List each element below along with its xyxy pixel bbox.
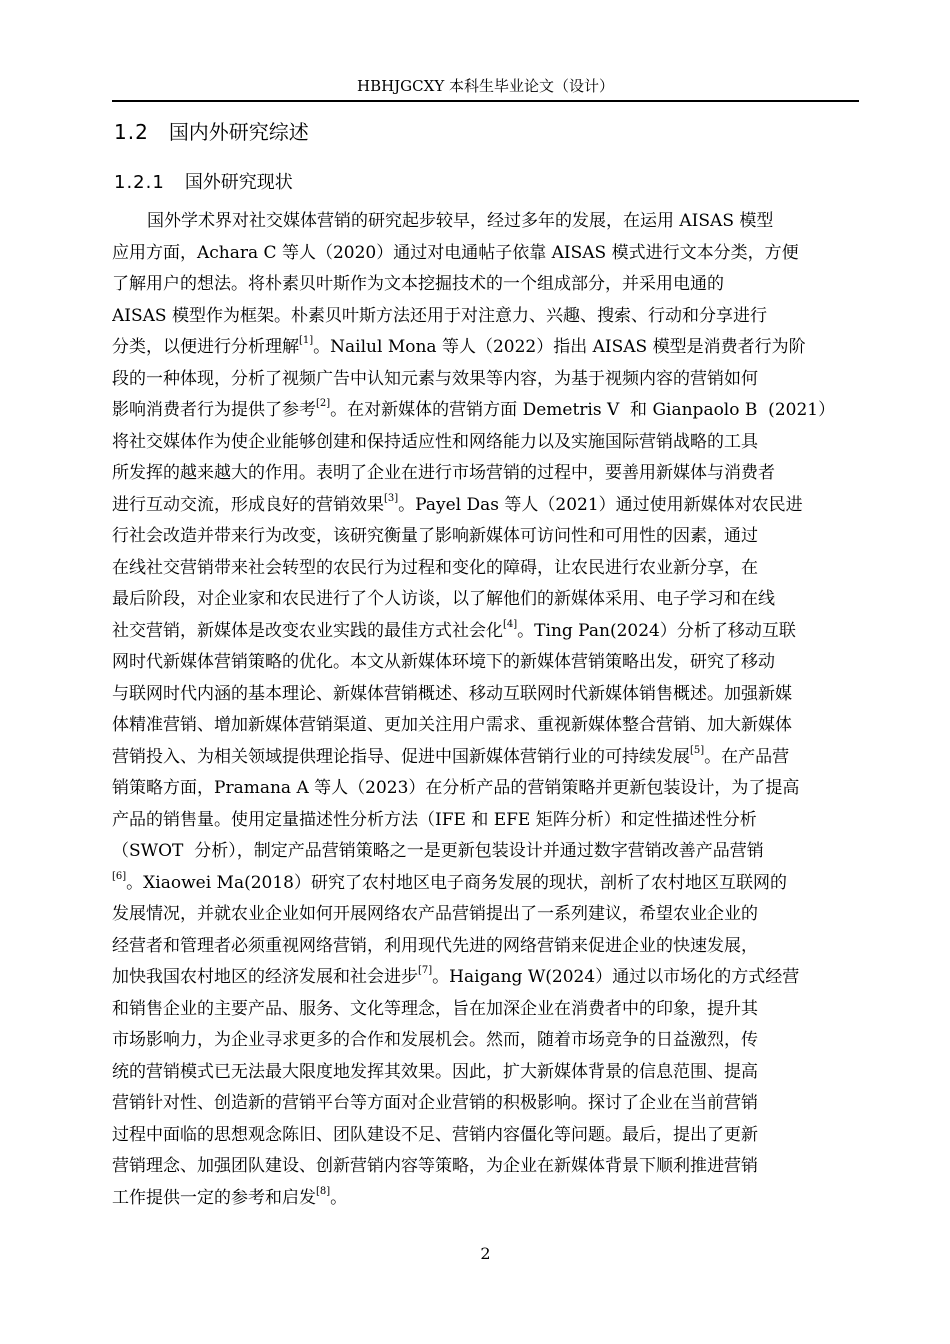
body-line-text: 营销理念、加强团队建设、创新营销内容等策略，为企业在新媒体背景下顺利推进营销 [112,1156,758,1176]
body-line-text: 段的一种体现，分析了视频广告中认知元素与效果等内容，为基于视频内容的营销如何 [112,368,758,389]
body-line [112,584,859,616]
body-line-text: 体精准营销、增加新媒体营销渠道、更加关注用户需求、重视新媒体整合营销、加大新媒体 [112,715,792,735]
section-number: 1.2 [114,120,149,144]
body-line-text: 国外学术界对社交媒体营销的研究起步较早，经过多年的发展，在运用 AISAS 模型 [147,211,774,231]
body-line [112,427,859,459]
body-line-text: 加快我国农村地区的经济发展和社会进步 [112,967,418,987]
body-line-text: 。 [330,1187,348,1208]
body-line [112,301,859,333]
citation-ref: [8] [316,1185,331,1197]
body-line-text: 市场影响力，为企业寻求更多的合作和发展机会。然而，随着市场竞争的日益激烈，传 [112,1030,758,1050]
section-heading [114,119,309,145]
body-line [112,1057,859,1089]
body-line [112,553,859,585]
body-line [112,490,859,522]
body-line [112,1025,859,1057]
body-line [112,395,859,427]
citation-ref: [4] [503,618,518,630]
body-line-text: 。Ting Pan(2024）分析了移动互联 [517,620,796,641]
body-line-text: 与联网时代内涵的基本理论、新媒体营销概述、移动互联网时代新媒体销售概述。加强新媒 [112,683,792,704]
body-line-text: 营销投入、为相关领域提供理论指导、促进中国新媒体营销行业的可持续发展 [112,746,690,767]
body-line-text: 应用方面，Achara C 等人（2020）通过对电通帖子依靠 AISAS 模式进行文本分类，方便 [112,242,799,263]
body-line-text: 。在产品营 [704,746,790,767]
citation-ref: [3] [384,492,399,504]
body-line-text: 。在对新媒体的营销方面 Demetris V 和 Gianpaolo B (2021） [330,400,836,420]
body-line [112,364,859,396]
subsection-heading [114,171,293,195]
body-line-text: 。Payel Das 等人（2021）通过使用新媒体对农民进 [398,494,803,515]
body-line [112,836,859,868]
body-line-text: 所发挥的越来越大的作用。表明了企业在进行市场营销的过程中，要善用新媒体与消费者 [112,463,775,483]
body-line-text: 将社交媒体作为使企业能够创建和保持适应性和网络能力以及实施国际营销战略的工具 [112,431,758,452]
citation-ref: [7] [418,965,433,976]
body-line-text: 过程中面临的思想观念陈旧、团队建设不足、营销内容僵化等问题。最后，提出了更新 [112,1124,758,1145]
body-line-text: 社交营销，新媒体是改变农业实践的最佳方式社会化 [112,620,503,641]
header-rule [112,100,859,102]
body-line-text: 最后阶段，对企业家和农民进行了个人访谈，以了解他们的新媒体采用、电子学习和在线 [112,589,775,609]
body-line [112,1120,859,1152]
body-text [112,206,859,1214]
body-line [112,679,859,711]
page-number: 2 [480,1244,491,1263]
citation-ref: [6] [112,870,127,882]
body-line-text: 了解用户的想法。将朴素贝叶斯作为文本挖掘技术的一个组成部分，并采用电通的 [112,274,724,294]
body-line [112,521,859,553]
body-line-text: 。Xiaowei Ma(2018）研究了农村地区电子商务发展的现状，剖析了农村地区互联网的 [126,872,787,893]
body-line-text: 网时代新媒体营销策略的优化。本文从新媒体环境下的新媒体营销策略出发，研究了移动 [112,652,775,672]
citation-ref: [2] [316,398,331,409]
body-line-text: 营销针对性、创造新的营销平台等方面对企业营销的积极影响。探讨了企业在当前营销 [112,1093,758,1113]
running-header: HBHJGCXY 本科生毕业论文（设计） [356,77,614,95]
citation-ref: [5] [690,744,705,756]
body-line-text: 产品的销售量。使用定量描述性分析方法（IFE 和 EFE 矩阵分析）和定性描述性分析 [112,809,757,830]
body-line [112,1183,859,1215]
body-line-text: 分类，以便进行分析理解 [112,337,299,357]
body-line-text: 。Haigang W(2024）通过以市场化的方式经营 [432,967,800,987]
body-line [112,994,859,1026]
body-line [112,805,859,837]
body-line-text: AISAS 模型作为框架。朴素贝叶斯方法还用于对注意力、兴趣、搜索、行动和分享进行 [112,305,767,326]
body-line [112,647,859,679]
body-line-text: 影响消费者行为提供了参考 [112,400,316,420]
section-title: 国内外研究综述 [168,120,309,144]
body-line-text: 在线社交营销带来社会转型的农民行为过程和变化的障碍，让农民进行农业新分享，在 [112,557,758,578]
body-line [112,773,859,805]
body-line-text: 。Nailul Mona 等人（2022）指出 AISAS 模型是消费者行为阶 [313,337,806,357]
body-line [112,868,859,900]
body-line [112,332,859,364]
body-line [112,458,859,490]
body-line-text: 行社会改造并带来行为改变，该研究衡量了影响新媒体可访问性和可用性的因素，通过 [112,526,758,546]
body-line-text: 经营者和管理者必须重视网络营销，利用现代先进的网络营销来促进企业的快速发展， [112,935,758,956]
body-line [112,742,859,774]
body-line-text: 和销售企业的主要产品、服务、文化等理念，旨在加深企业在消费者中的印象，提升其 [112,998,758,1019]
citation-ref: [1] [299,335,314,346]
body-line [112,206,859,238]
body-line-text: 工作提供一定的参考和启发 [112,1187,316,1208]
subsection-title: 国外研究现状 [184,172,293,193]
body-line [112,1151,859,1183]
body-line [112,931,859,963]
body-line [112,962,859,994]
body-line-text: 进行互动交流，形成良好的营销效果 [112,494,384,515]
body-line [112,269,859,301]
body-line-text: 销策略方面，Pramana A 等人（2023）在分析产品的营销策略并更新包装设计，为了提高 [112,778,800,798]
body-line [112,238,859,270]
body-line [112,899,859,931]
body-line-text: 统的营销模式已无法最大限度地发挥其效果。因此，扩大新媒体背景的信息范围、提高 [112,1061,758,1082]
body-line [112,1088,859,1120]
body-line-text: （SWOT 分析），制定产品营销策略之一是更新包装设计并通过数字营销改善产品营销 [112,841,764,861]
body-line [112,616,859,648]
body-line [112,710,859,742]
subsection-number: 1.2.1 [114,172,165,193]
body-line-text: 发展情况，并就农业企业如何开展网络农产品营销提出了一系列建议，希望农业企业的 [112,904,758,924]
